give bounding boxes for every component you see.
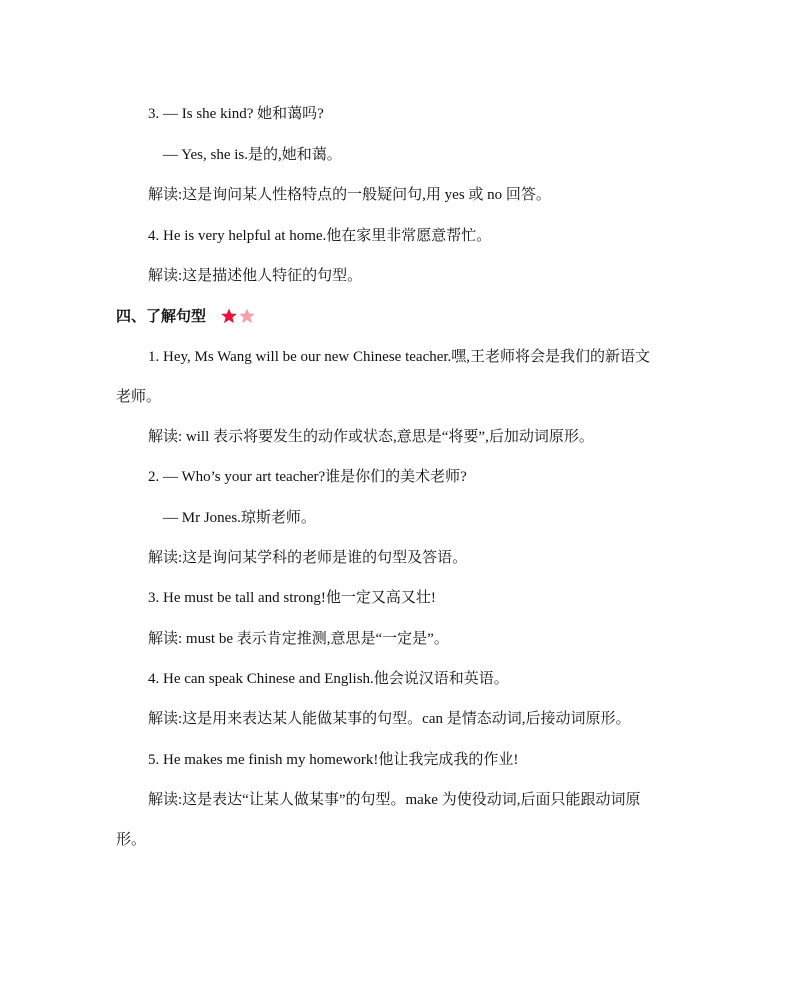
star-light-icon bbox=[238, 307, 256, 325]
text-line-s2-answer: — Mr Jones.琼斯老师。 bbox=[163, 510, 316, 526]
text-line-q3-explanation: 解读:这是询问某人性格特点的一般疑问句,用 yes 或 no 回答。 bbox=[148, 187, 551, 203]
star-full-icon bbox=[220, 307, 238, 325]
text-line-q3: 3. — Is she kind? 她和蔼吗? bbox=[148, 106, 324, 122]
text-line-s3: 3. He must be tall and strong!他一定又高又壮! bbox=[148, 590, 436, 606]
text-line-s5-explanation-cont: 形。 bbox=[116, 832, 147, 848]
text-line-s2-explanation: 解读:这是询问某学科的老师是谁的句型及答语。 bbox=[148, 550, 468, 566]
text-line-s1: 1. Hey, Ms Wang will be our new Chinese teacher.嘿,王老师将会是我们的新语文 bbox=[148, 349, 651, 365]
text-line-s5: 5. He makes me finish my homework!他让我完成我的作业! bbox=[148, 752, 519, 768]
text-line-q4-explanation: 解读:这是描述他人特征的句型。 bbox=[148, 268, 363, 284]
text-line-s3-explanation: 解读: must be 表示肯定推测,意思是“一定是”。 bbox=[148, 631, 449, 647]
text-line-s1-cont: 老师。 bbox=[116, 389, 162, 405]
section-heading bbox=[116, 306, 256, 326]
text-line-s2: 2. — Who’s your art teacher?谁是你们的美术老师? bbox=[148, 469, 467, 485]
text-line-s1-explanation: 解读: will 表示将要发生的动作或状态,意思是“将要”,后加动词原形。 bbox=[148, 429, 594, 445]
text-line-s5-explanation: 解读:这是表达“让某人做某事”的句型。make 为使役动词,后面只能跟动词原 bbox=[148, 792, 641, 808]
text-line-s4-explanation: 解读:这是用来表达某人能做某事的句型。can 是情态动词,后接动词原形。 bbox=[148, 711, 631, 727]
text-line-s4: 4. He can speak Chinese and English.他会说汉语和英语。 bbox=[148, 671, 509, 687]
text-line-q3-answer: — Yes, she is.是的,她和蔼。 bbox=[163, 147, 342, 163]
text-line-q4: 4. He is very helpful at home.他在家里非常愿意帮忙。 bbox=[148, 228, 492, 244]
section-heading-text: 四、了解句型 bbox=[116, 307, 207, 325]
difficulty-rating bbox=[220, 307, 256, 325]
